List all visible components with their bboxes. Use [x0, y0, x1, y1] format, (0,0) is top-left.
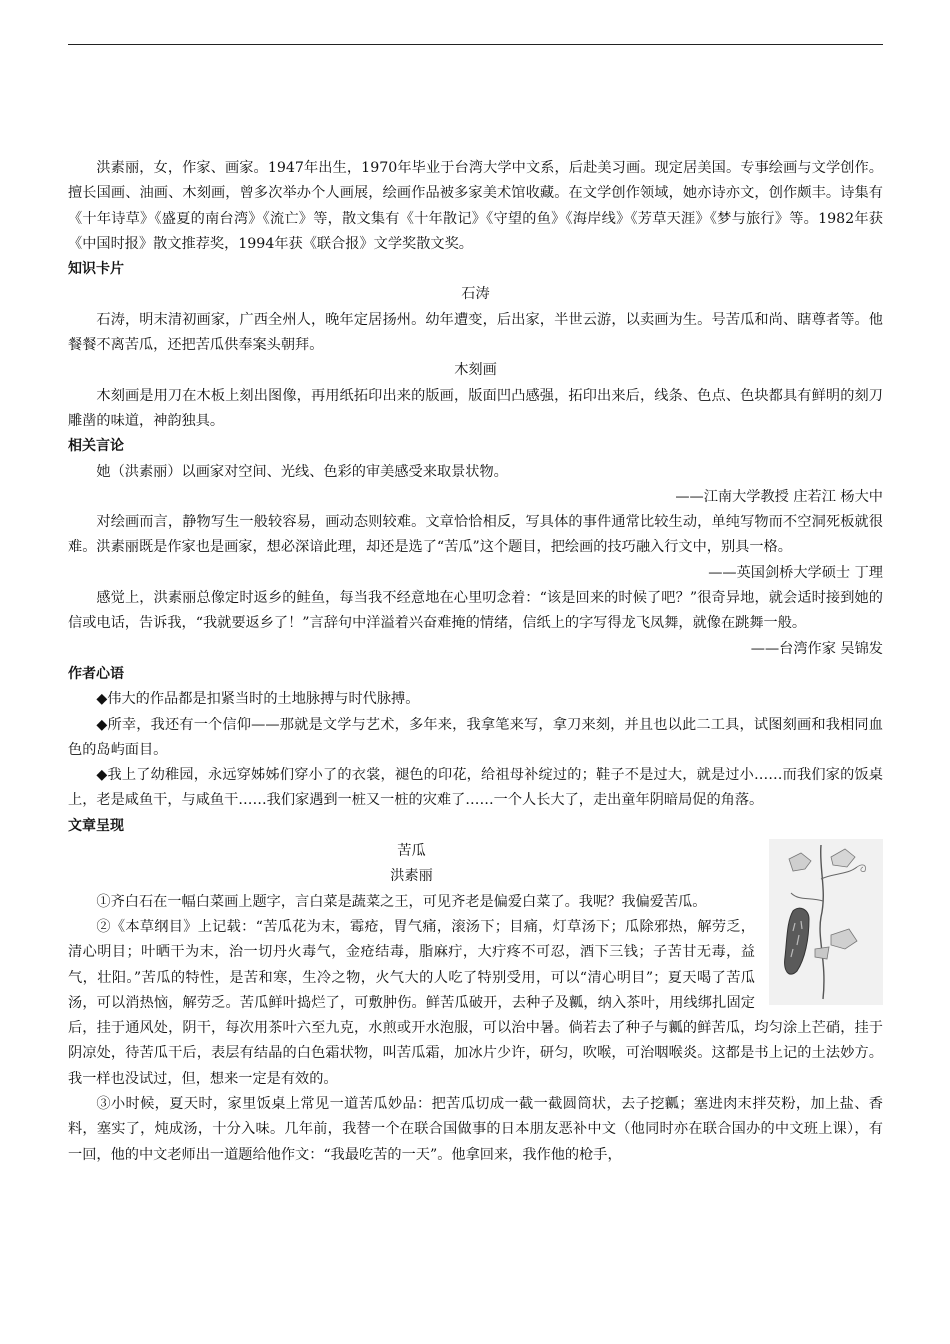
comment-text: 她（洪素丽）以画家对空间、光线、色彩的审美感受来取景状物。 — [96, 463, 508, 480]
comment-source: ——台湾作家 吴锦发 — [750, 640, 883, 657]
muke-title: 木刻画 — [454, 362, 497, 379]
article-author: 洪素丽 — [390, 868, 433, 885]
comment-text: 感觉上，洪素丽总像定时返乡的鲑鱼，每当我不经意地在心里叨念着：“该是回来的时候了吧？”很奇异地，就会适时接到她的信或电话，告诉我，“我就要返乡了！”言辞句中洋溢着兴奋难掩的情绪，信纸上的字写得龙飞凤舞，就像在跳舞一般。 — [68, 590, 883, 632]
section-heading-author-words: 作者心语 — [68, 665, 124, 682]
shitao-text: 石涛，明末清初画家，广西全州人，晚年定居扬州。幼年遭变，后出家，半世云游，以卖画为生。号苦瓜和尚、瞎尊者等。他餐餐不离苦瓜，还把苦瓜供奉案头朝拜。 — [68, 311, 883, 354]
article-paragraph: ③小时候，夏天时，家里饭桌上常见一道苦瓜妙品：把苦瓜切成一截一截圆筒状，去子挖瓤；塞进肉末拌芡粉，加上盐、香料，塞实了，炖成汤，十分入味。几年前，我替一个在联合国做事的日本朋友恶补中文（他同时亦在联合国办的中文班上课），有一回，他的中文老师出一道题给他作文：“我最吃苦的一天”。他拿回来，我作他的枪手， — [68, 1095, 883, 1163]
comment-text: 对绘画而言，静物写生一般较容易，画动态则较难。文章恰恰相反，写具体的事件通常比较生动，单纯写物而不空洞死板就很难。洪素丽既是作家也是画家，想必深谙此理，却还是选了“苦瓜”这个题目，把绘画的技巧融入行文中，别具一格。 — [68, 514, 883, 556]
shitao-title: 石涛 — [461, 286, 490, 303]
comment-source: ——英国剑桥大学硕士 丁理 — [708, 564, 883, 581]
document-body — [68, 156, 883, 1168]
section-heading-knowledge: 知识卡片 — [68, 261, 124, 278]
author-quote: ◆伟大的作品都是扣紧当时的土地脉搏与时代脉搏。 — [96, 691, 420, 708]
bitter-melon-illustration — [769, 839, 883, 1005]
bitter-melon-icon — [769, 839, 883, 1005]
author-bio: 洪素丽，女，作家、画家。1947年出生，1970年毕业于台湾大学中文系，后赴美习画。现定居美国。专事绘画与文学创作。擅长国画、油画、木刻画，曾多次举办个人画展，绘画作品被多家美术馆收藏。在文学创作领域，她亦诗亦文，创作颇丰。诗集有《十年诗草》《盛夏的南台湾》《流亡》等，散文集有《十年散记》《守望的鱼》《海岸线》《芳草天涯》《梦与旅行》等。1982年获《中国时报》散文推荐奖，1994年获《联合报》文学奖散文奖。 — [68, 160, 883, 252]
section-heading-comments: 相关言论 — [68, 438, 124, 455]
author-quote: ◆我上了幼稚园，永远穿姊姊们穿小了的衣裳，褪色的印花，给祖母补绽过的；鞋子不是过大，就是过小……而我们家的饭桌上，老是咸鱼干，与咸鱼干……我们家遇到一桩又一桩的灾难了……一个人长大了，走出童年阴暗局促的角落。 — [68, 767, 883, 809]
muke-text: 木刻画是用刀在木板上刻出图像，再用纸拓印出来的版画，版面凹凸感强，拓印出来后，线条、色点、色块都具有鲜明的刻刀雕凿的味道，神韵独具。 — [68, 387, 883, 429]
article-paragraph: ②《本草纲目》上记载：“苦瓜花为末，霉疮，胃气痛，滚汤下；目痛，灯草汤下；瓜除邪热，解劳乏，清心明目；叶晒干为末，治一切丹火毒气，金疮结毒，脂麻疔，大疔疼不可忍，酒下三钱；子苦甘无毒，益气，壮阳。”苦瓜的特性，是苦和寒，生冷之物，火气大的人吃了特别受用，可以“清心明目”；夏天喝了苦瓜汤，可以消热恼，解劳乏。苦瓜鲜叶捣烂了，可敷肿伤。鲜苦瓜破开，去种子及瓤，纳入茶叶，用线绑扎固定后，挂于通风处，阴干，每次用茶叶六至九克，水煎或开水泡服，可以治中暑。倘若去了种子与瓤的鲜苦瓜，均匀涂上芒硝，挂于阴凉处，待苦瓜干后，表层有结晶的白色霜状物，叫苦瓜霜，加冰片少许，研匀，吹喉，可治咽喉炎。这都是书上记的土法妙方。我一样也没试过，但，想来一定是有效的。 — [68, 918, 883, 1087]
author-quote: ◆所幸，我还有一个信仰——那就是文学与艺术，多年来，我拿笔来写，拿刀来刻，并且也以此二工具，试图刻画和我相同血色的岛屿面目。 — [68, 716, 883, 758]
header-rule — [68, 44, 883, 45]
comment-source: ——江南大学教授 庄若江 杨大中 — [675, 488, 883, 505]
section-heading-article: 文章呈现 — [68, 817, 124, 834]
article-paragraph: ①齐白石在一幅白菜画上题字，言白菜是蔬菜之王，可见齐老是偏爱白菜了。我呢？我偏爱苦瓜。 — [96, 893, 707, 910]
article-title: 苦瓜 — [397, 843, 426, 860]
